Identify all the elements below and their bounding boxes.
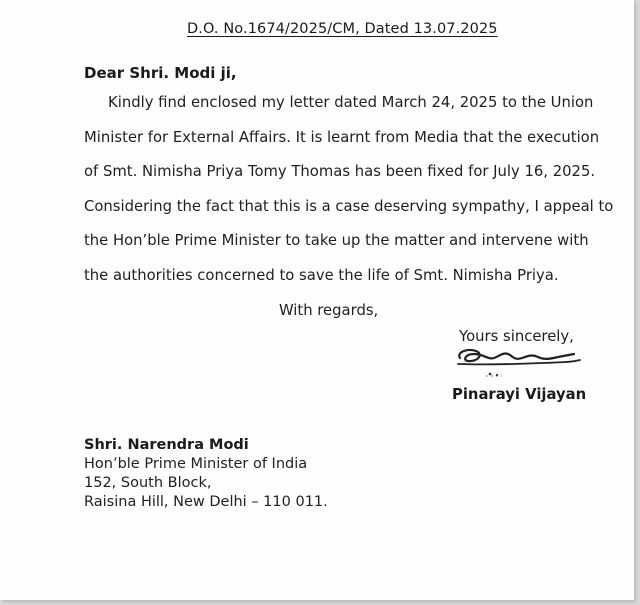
body-line: of Smt. Nimisha Priya Tomy Thomas has been fixed for July 16, 2025.	[84, 163, 596, 180]
body-line: the Hon’ble Prime Minister to take up the matter and intervene with	[84, 232, 589, 249]
signature-image	[454, 342, 582, 382]
sign-off: Yours sincerely,	[459, 328, 574, 345]
body-line: the authorities concerned to save the life of Smt. Nimisha Priya.	[84, 266, 559, 284]
signer-name: Pinarayi Vijayan	[452, 386, 587, 403]
addressee-line: 152, South Block,	[84, 475, 212, 491]
body-line: Considering the fact that this is a case deserving sympathy, I appeal to	[84, 197, 614, 215]
addressee-line: Hon’ble Prime Minister of India	[84, 456, 308, 472]
addressee-name: Shri. Narendra Modi	[84, 437, 249, 453]
closing-regards: With regards,	[279, 302, 379, 319]
letter-body	[84, 86, 614, 293]
body-line: Minister for External Affairs. It is learnt from Media that the execution	[84, 128, 600, 146]
salutation: Dear Shri. Modi ji,	[84, 64, 237, 82]
addressee-line: Raisina Hill, New Delhi – 110 011.	[84, 494, 328, 510]
body-line: Kindly find enclosed my letter dated March 24, 2025 to the Union	[108, 94, 594, 111]
reference-number: D.O. No.1674/2025/CM, Dated 13.07.2025	[187, 21, 498, 37]
